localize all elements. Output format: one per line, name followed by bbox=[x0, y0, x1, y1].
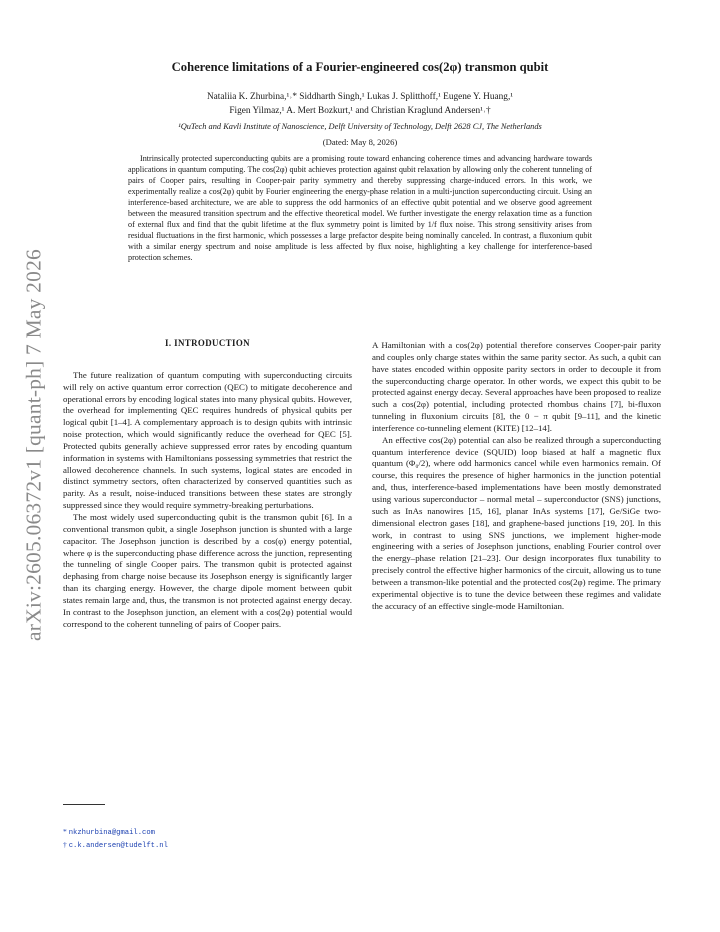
arxiv-identifier-stamp bbox=[14, 235, 54, 655]
date-line: (Dated: May 8, 2026) bbox=[322, 137, 398, 147]
email-link[interactable]: c.k.andersen@tudelft.nl bbox=[68, 842, 168, 850]
author-line-2: Figen Yilmaz,¹ A. Mert Bozkurt,¹ and Christian Kraglund Andersen¹˒† bbox=[229, 106, 491, 116]
right-column bbox=[372, 340, 661, 612]
abstract: Intrinsically protected superconducting qubits are a promising route toward enhancing coherence times and advancing hardware towards applications in quantum computing. The cos(2φ) qubit achieves protection against qubit relaxation by allowing only the coherent tunneling of pairs of Cooper pairs, resulting in Cooper-pair parity symmetry and thereby suppressing charge-induced errors. In this work, we experimentally realize a cos(2φ) qubit by Fourier engineering the energy-phase relation in a multi-junction superconducting circuit. Using an interference-based architecture, we are able to suppress the odd harmonics of an effective qubit potential and we observe good agreement between the measured transition spectrum and the effective theoretical model. We further investigate the energy relaxation time as a function of external flux and find that the qubit lifetime at the flux symmetry point is limited by 1/f flux noise. This strong sensitivity arises from residual fluctuations in the first harmonic, which possesses a large prefactor despite being nominally canceled. In contrast, a fluxonium qubit with a similar energy spectrum and noise amplitude is less affected by flux noise, highlighting a key challenge for interference-based protection schemes. bbox=[128, 154, 592, 263]
footnote-corresponding-2 bbox=[63, 839, 168, 852]
affiliation: ¹QuTech and Kavli Institute of Nanoscience, Delft University of Technology, Delft 2628 CJ, The Netherlands bbox=[178, 122, 542, 131]
section-heading-introduction: I. INTRODUCTION bbox=[165, 338, 250, 348]
body-paragraph: A Hamiltonian with a cos(2φ) potential therefore conserves Cooper-pair parity and couples only charge states within the same parity sector. As such, a qubit can have states encoded within opposite parity sectors in order to decouple it from the superconducting charge operator. In other words, we expect this qubit to be protected against energy decay. Several approaches have been proposed to realize such a cos(2φ) potential, including protected rhombus chains [7], bi-fluxon tunneling in fluxonium circuits [8], the 0 − π qubit [9–11], and the kinetic interference co-tunneling element (KITE) [12–14]. bbox=[372, 340, 661, 433]
body-paragraph: An effective cos(2φ) potential can also be realized through a superconducting quantum interference device (SQUID) loop biased at half a magnetic flux quantum (Φ₀/2), where odd harmonics cancel while even harmonics remain. Of course, this requires the presence of higher harmonics in the junction potential and, thus, interference-based implementations have been mostly demonstrated using various superconductor – normal metal – superconductor (SNS) junctions, such as InAs nanowires [15, 16], planar InAs systems [17], Ge/SiGe two-dimensional electron gases [18], and graphene-based junctions [19, 20]. In this work, in contrast to using SNS junctions, we implement higher-mode engineering with a series of Josephson junctions, enabling Fourier control over the energy–phase relation [21–23]. Our design incorporates flux tunability to precisely control the effective higher harmonics of the circuit, allowing us to tune between a transmon-like potential and the protected cos(2φ) regime. The primary experimental objective is to tune the device between these regimes and validate the accuracy of an effective single-mode Hamiltonian. bbox=[372, 434, 661, 611]
left-column bbox=[63, 338, 352, 630]
paper-title: Coherence limitations of a Fourier-engineered cos(2φ) transmon qubit bbox=[171, 60, 549, 74]
footnotes bbox=[63, 826, 168, 852]
arxiv-identifier-text: arXiv:2605.06372v1 [quant-ph] 7 May 2026 bbox=[21, 249, 46, 641]
body-paragraph: The most widely used superconducting qubit is the transmon qubit [6]. In a conventional transmon qubit, a single Josephson junction is shunted with a large capacitor. The Josephson junction is described by a cos(φ) energy potential, where φ is the superconducting phase difference across the junction, representing the tunneling of single Cooper pairs. The transmon qubit is protected against dephasing from charge noise because its Josephson energy is significantly larger than its charging energy. However, the charge dipole moment between qubit states remain large and, thus, the transmon is not protected against energy decay. In contrast to the Josephson junction, an element with a cos(2φ) potential would correspond to the coherent tunneling of pairs of Cooper pairs. bbox=[63, 511, 352, 629]
footnote-mark: * bbox=[63, 827, 67, 836]
author-list bbox=[90, 90, 630, 118]
footnote-corresponding-1 bbox=[63, 826, 168, 839]
body-paragraph: The future realization of quantum computing with superconducting circuits will rely on active quantum error correction (QEC) to mitigate decoherence and operational errors by encoding logical states into many physical qubits. However, the overhead for implementing QEC requires hundreds of physical qubits per logical qubit [1–4]. A complementary approach is to design qubits with intrinsic noise protection, which would significantly reduce the overhead for QEC [5]. Protected qubits generally achieve suppressed error rates by encoding quantum information in systems with Hamiltonians possessing symmetries that restrict the allowed decoherence channels. In such systems, logical states are encoded in distinct symmetry sectors, often characterized by conserved quantities such as parity. As a result, noise-induced transitions between these states are strongly suppressed since they would require symmetry-breaking perturbations. bbox=[63, 369, 352, 511]
footnote-mark: † bbox=[63, 840, 67, 849]
email-link[interactable]: nkzhurbina@gmail.com bbox=[68, 829, 155, 837]
author-line-1: Nataliia K. Zhurbina,¹˒* Siddharth Singh,¹ Lukas J. Splitthoff,¹ Eugene Y. Huang,¹ bbox=[206, 92, 514, 102]
footnote-divider bbox=[63, 804, 105, 805]
